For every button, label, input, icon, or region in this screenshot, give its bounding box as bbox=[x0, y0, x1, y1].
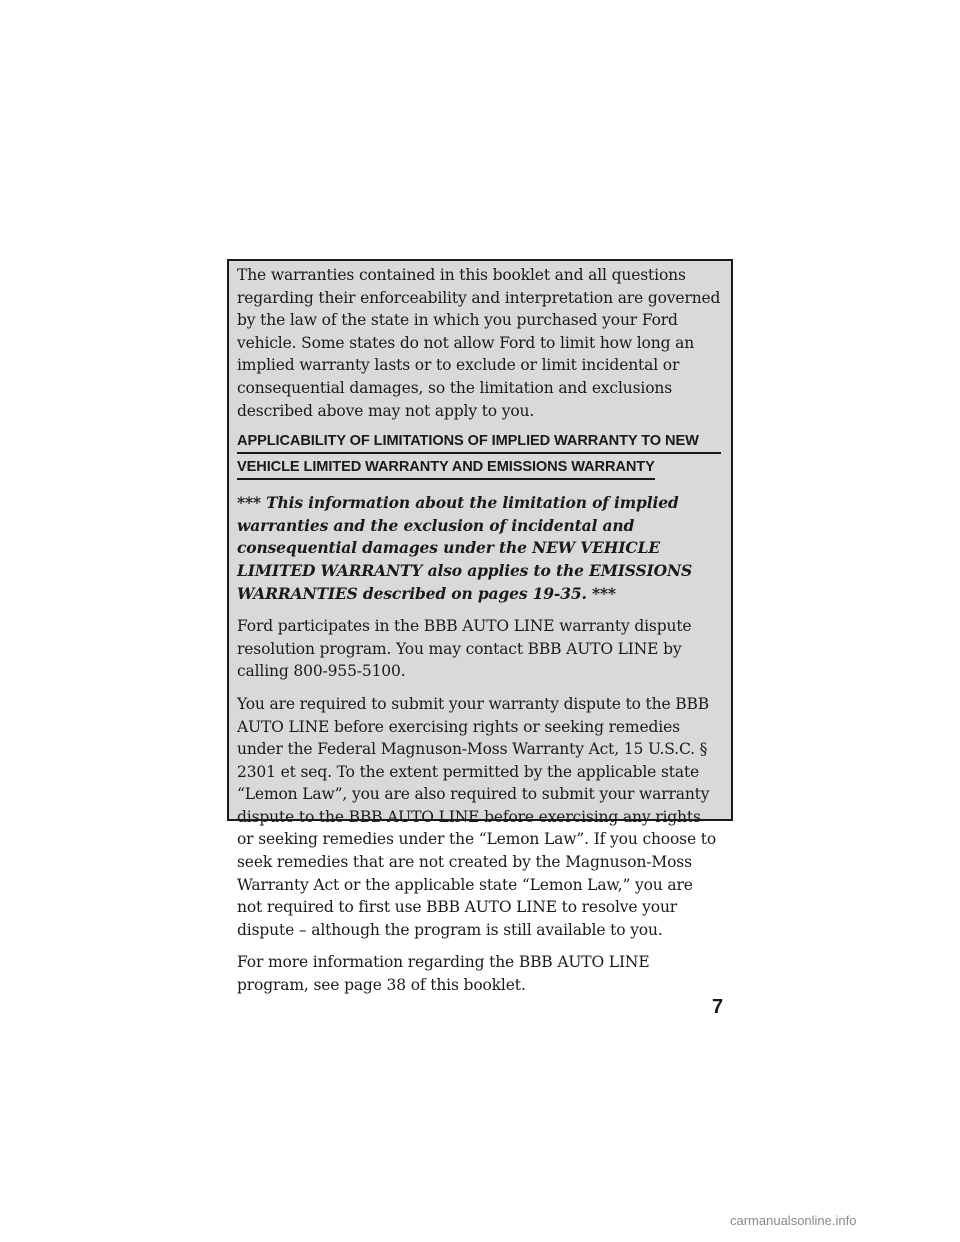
heading-line-1: APPLICABILITY OF LIMITATIONS OF IMPLIED WARRANTY TO NEW bbox=[237, 432, 721, 454]
watermark-text: carmanualsonline.info bbox=[730, 1213, 857, 1228]
applicability-heading bbox=[237, 432, 721, 484]
intro-paragraph: The warranties contained in this booklet and all questions regarding their enforceability and interpretation are governed by the law of the state in which you purchased your Ford vehicle. Some states do not allow Ford to limit how long an implied warranty lasts or to exclude or limit incidental or consequential damages, so the limitation and exclusions described above may not apply to you. bbox=[237, 266, 721, 420]
heading-line-2: VEHICLE LIMITED WARRANTY AND EMISSIONS WARRANTY bbox=[237, 458, 655, 480]
more-info-paragraph: For more information regarding the BBB AUTO LINE program, see page 38 of this booklet. bbox=[237, 953, 650, 995]
warranty-notice-box bbox=[227, 259, 733, 995]
requirement-paragraph: You are required to submit your warranty dispute to the BBB AUTO LINE before exercising rights or seeking remedies under the Federal Magnuson-Moss Warranty Act, 15 U.S.C. § 2301 et seq. To the extent permitted by the applicable state “Lemon Law”, you are also required to submit your warranty dispute to the BBB AUTO LINE before exercising any rights or seeking remedies under the “Lemon Law”. If you choose to seek remedies that are not created by the Magnuson-Moss Warranty Act or the applicable state “Lemon Law,” you are not required to first use BBB AUTO LINE to resolve your dispute – although the program is still available to you. bbox=[237, 694, 717, 939]
emphasis-paragraph: *** This information about the limitation of implied warranties and the exclusion of incidental and consequential damages under the NEW VEHICLE LIMITED WARRANTY also applies to the EMISSIONS WARRANTIES described on pages 19-35. *** bbox=[237, 493, 693, 603]
page-number: 7 bbox=[712, 996, 724, 1018]
bbb-paragraph: Ford participates in the BBB AUTO LINE warranty dispute resolution program. You may contact BBB AUTO LINE by calling 800-955-5100. bbox=[237, 617, 692, 681]
